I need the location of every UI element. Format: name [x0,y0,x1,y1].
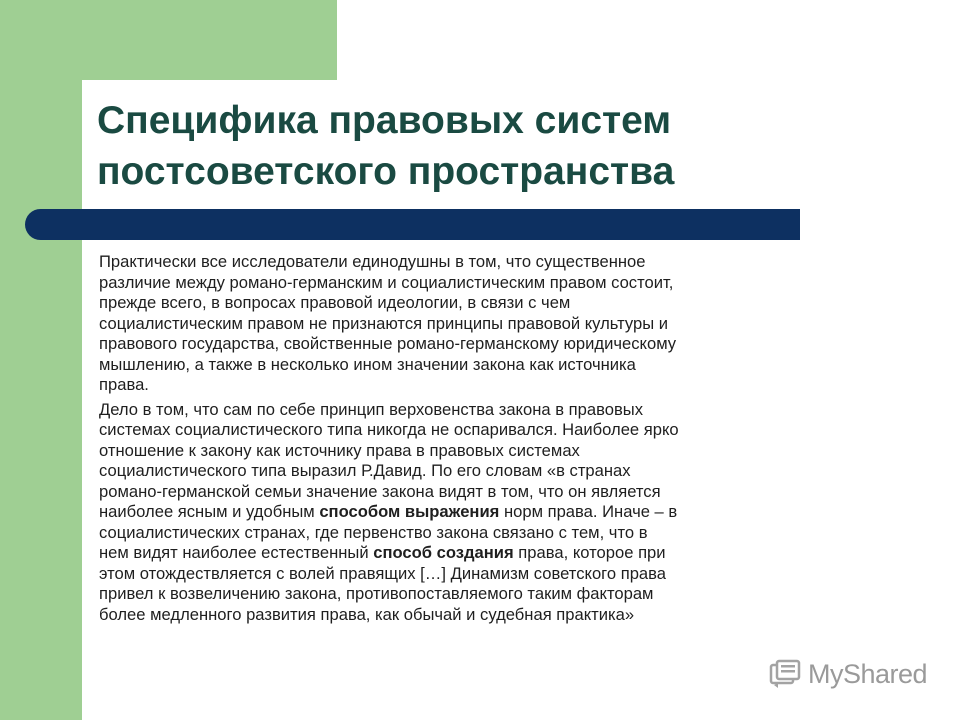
text-line: этом отождествляется с волей правящих […] Динамизм советского права [99,563,667,583]
text-line: Дело в том, что сам по себе принцип верховенства закона в правовых [99,399,644,419]
text-fragment: нем видят наиболее естественный [99,543,374,562]
myshared-logo-text: MyShared [808,658,928,689]
text-line: социалистических странах, где первенство закона связано с тем, что в [99,522,648,542]
text-line [99,543,899,564]
slide-title-line: Специфика правовых систем [97,99,672,142]
paragraph-1 [99,252,899,396]
text-line: права. [99,375,149,394]
text-line: отношение к закону как источнику права в правовых системах [99,440,580,460]
text-line: системах социалистического типа никогда не оспаривался. Наиболее ярко [99,420,679,439]
text-line: мышлению, а также в несколько ином значении закона как источника [99,354,636,374]
text-line: прежде всего, в вопросах правовой идеологии, в связи с чем [99,293,571,312]
text-line: Практически все исследователи единодушны в том, что существенное [99,252,646,271]
text-line [99,502,899,523]
text-line: более медленного развития права, как обычай и судебная практика» [99,604,635,624]
slide-body [99,252,899,629]
text-line: различие между романо-германским и социалистическим правом состоит, [99,272,674,292]
slide-title-line: постсоветского пространства [97,150,675,193]
text-line: правового государства, свойственные романо-германскому юридическому [99,334,677,353]
text-line: привел к возвеличению закона, противопоставляемого таким факторам [99,584,654,603]
text-fragment: права, которое при [513,543,666,562]
bold-phrase: способ создания [373,543,514,562]
text-line: романо-германской семьи значение закона видят в том, что он является [99,481,661,501]
text-fragment: норм права. Иначе – в [499,502,678,521]
paragraph-2 [99,400,899,626]
text-line: социалистического типа выразил Р.Давид. По его словам «в странах [99,461,631,480]
bold-phrase: способом выражения [319,502,500,521]
slide-title [97,95,857,197]
myshared-logo-icon [768,659,802,689]
text-fragment: наиболее ясным и удобным [99,502,320,521]
text-line: социалистическим правом не признаются принципы правовой культуры и [99,313,669,333]
title-underline-bar [42,209,800,240]
myshared-watermark[interactable] [768,656,927,692]
